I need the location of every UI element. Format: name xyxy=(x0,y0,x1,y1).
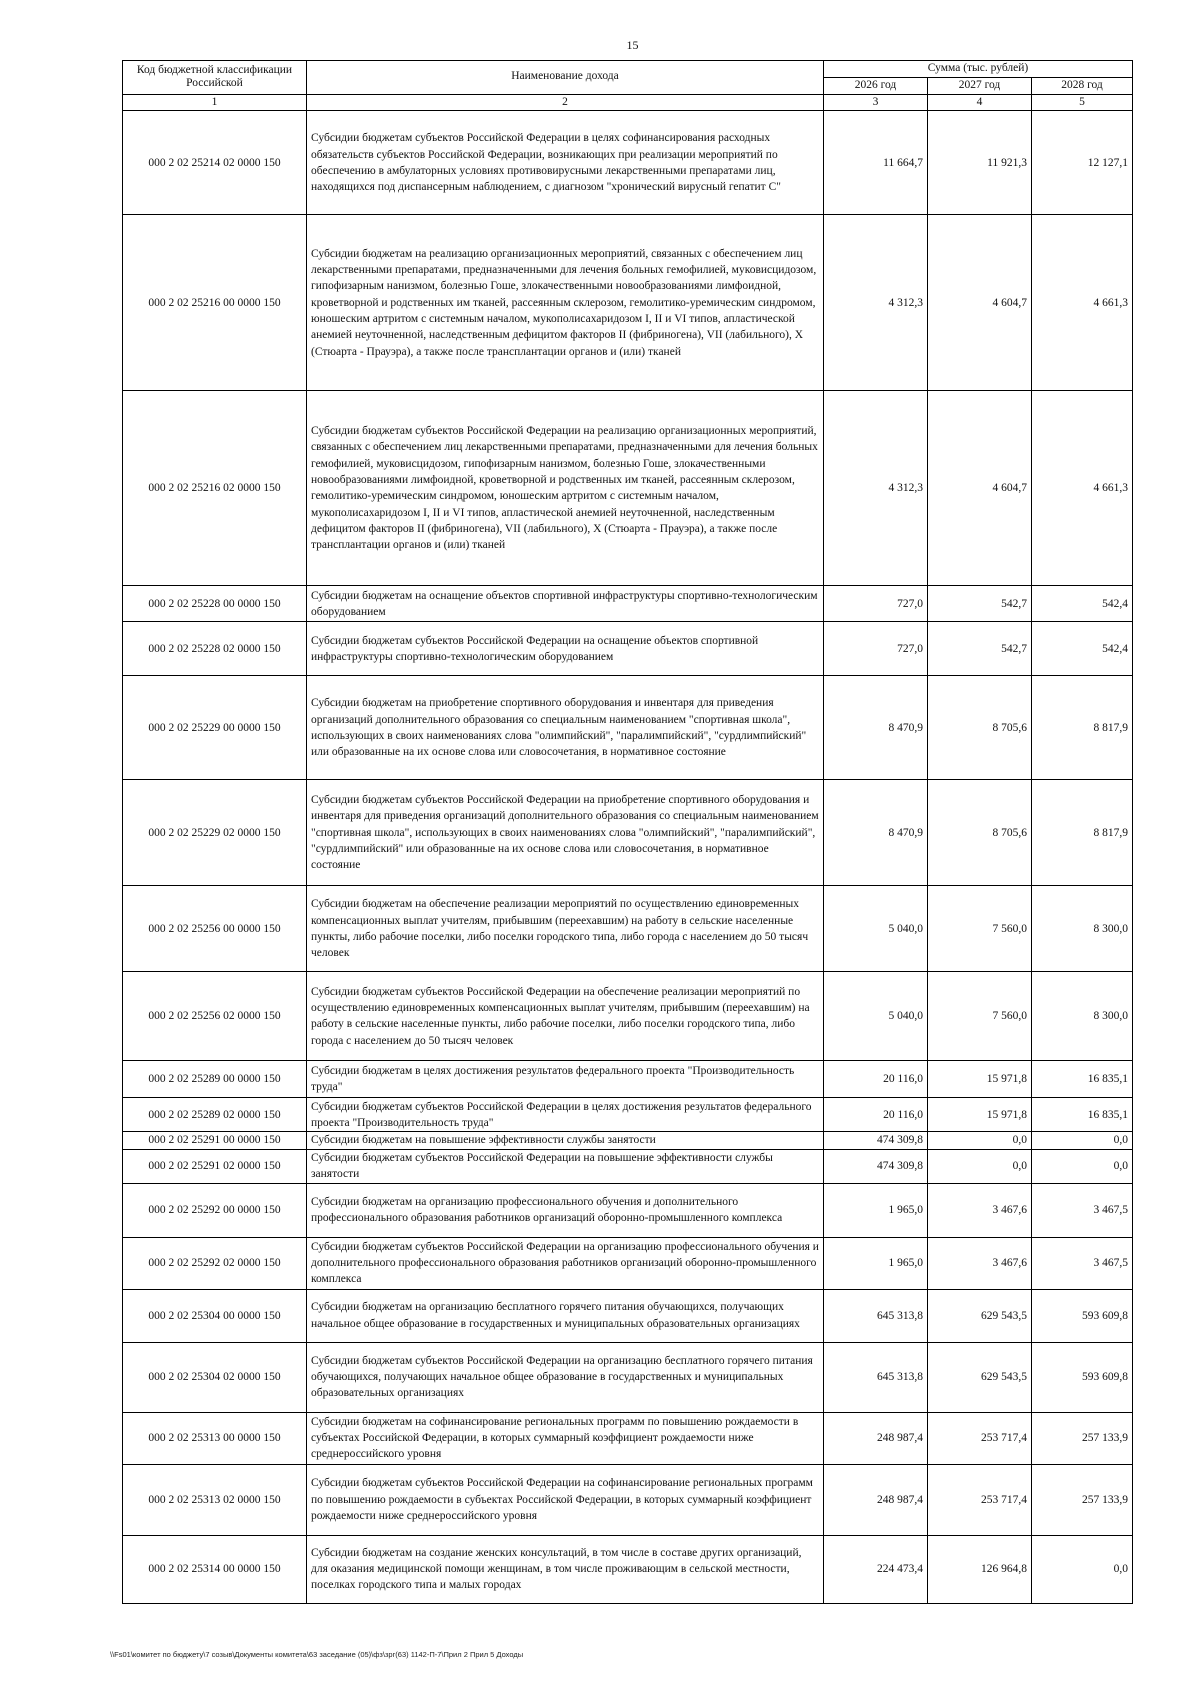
row-value-2026: 5 040,0 xyxy=(824,886,928,972)
col-number-2: 2 xyxy=(307,94,824,111)
row-name: Субсидии бюджетам субъектов Российской Федерации в целях софинансирования расходных обязательств субъектов Российской Федерации, возникающих при реализации мероприятий по обеспечению в амбулаторных условиях противовирусными лекарственными препаратами лиц, находящихся под диспансерным наблюдением, с диагнозом "хронический вирусный гепатит С" xyxy=(307,111,824,215)
row-code: 000 2 02 25229 02 0000 150 xyxy=(123,780,307,886)
row-name: Субсидии бюджетам на организацию профессионального обучения и дополнительного профессионального образования работников организаций оборонно-промышленного комплекса xyxy=(307,1183,824,1237)
row-code: 000 2 02 25216 00 0000 150 xyxy=(123,215,307,391)
row-name: Субсидии бюджетам субъектов Российской Федерации в целях достижения результатов федерального проекта "Производительность труда" xyxy=(307,1098,824,1132)
row-code: 000 2 02 25314 00 0000 150 xyxy=(123,1535,307,1603)
row-value-2027: 15 971,8 xyxy=(928,1061,1032,1098)
row-value-2026: 8 470,9 xyxy=(824,676,928,780)
row-value-2026: 1 965,0 xyxy=(824,1183,928,1237)
row-value-2028: 4 661,3 xyxy=(1032,391,1133,586)
row-value-2027: 3 467,6 xyxy=(928,1237,1032,1289)
row-name: Субсидии бюджетам субъектов Российской Федерации на приобретение спортивного оборудования и инвентаря для приведения организаций дополнительного образования со специальным наименованием "спортивная школа", использующих в своих наименованиях слова "олимпийский", "паралимпийский", "сурдлимпийский" или образованные на их основе слова или словосочетания, в нормативное состояние xyxy=(307,780,824,886)
row-value-2027: 629 543,5 xyxy=(928,1342,1032,1412)
header-year-2028: 2028 год xyxy=(1032,77,1133,94)
row-value-2028: 0,0 xyxy=(1032,1149,1133,1183)
row-value-2026: 474 309,8 xyxy=(824,1132,928,1149)
row-name: Субсидии бюджетам субъектов Российской Федерации на оснащение объектов спортивной инфраструктуры спортивно-технологическим оборудованием xyxy=(307,622,824,676)
page-number: 15 xyxy=(626,38,639,52)
row-value-2027: 3 467,6 xyxy=(928,1183,1032,1237)
row-code: 000 2 02 25216 02 0000 150 xyxy=(123,391,307,586)
row-value-2027: 629 543,5 xyxy=(928,1289,1032,1342)
row-value-2026: 727,0 xyxy=(824,622,928,676)
row-code: 000 2 02 25292 02 0000 150 xyxy=(123,1237,307,1289)
row-name: Субсидии бюджетам на организацию бесплатного горячего питания обучающихся, получающих начальное общее образование в государственных и муниципальных образовательных организациях xyxy=(307,1289,824,1342)
row-value-2028: 0,0 xyxy=(1032,1132,1133,1149)
table-row xyxy=(123,1132,1133,1149)
table-row xyxy=(123,391,1133,586)
row-code: 000 2 02 25313 00 0000 150 xyxy=(123,1412,307,1464)
table-row xyxy=(123,1149,1133,1183)
row-code: 000 2 02 25256 02 0000 150 xyxy=(123,972,307,1061)
row-value-2027: 4 604,7 xyxy=(928,391,1032,586)
row-value-2028: 3 467,5 xyxy=(1032,1183,1133,1237)
col-number-4: 4 xyxy=(928,94,1032,111)
row-name: Субсидии бюджетам субъектов Российской Федерации на организацию бесплатного горячего питания обучающихся, получающих начальное общее образование в государственных и муниципальных образовательных организациях xyxy=(307,1342,824,1412)
table-row xyxy=(123,1535,1133,1603)
row-value-2028: 542,4 xyxy=(1032,622,1133,676)
row-name: Субсидии бюджетам на создание женских консультаций, в том числе в составе других организаций, для оказания медицинской помощи женщинам, в том числе проживающим в сельской местности, поселках городского типа и малых городах xyxy=(307,1535,824,1603)
row-value-2027: 8 705,6 xyxy=(928,676,1032,780)
row-value-2028: 16 835,1 xyxy=(1032,1098,1133,1132)
row-value-2028: 12 127,1 xyxy=(1032,111,1133,215)
row-value-2028: 8 817,9 xyxy=(1032,676,1133,780)
row-value-2027: 126 964,8 xyxy=(928,1535,1032,1603)
table-row xyxy=(123,1183,1133,1237)
table-row xyxy=(123,1098,1133,1132)
table-row xyxy=(123,676,1133,780)
row-value-2027: 253 717,4 xyxy=(928,1412,1032,1464)
row-value-2027: 253 717,4 xyxy=(928,1464,1032,1535)
row-value-2027: 4 604,7 xyxy=(928,215,1032,391)
row-value-2026: 4 312,3 xyxy=(824,215,928,391)
row-value-2026: 224 473,4 xyxy=(824,1535,928,1603)
row-name: Субсидии бюджетам на повышение эффективности службы занятости xyxy=(307,1132,824,1149)
row-value-2026: 5 040,0 xyxy=(824,972,928,1061)
row-value-2026: 11 664,7 xyxy=(824,111,928,215)
table-row xyxy=(123,780,1133,886)
col-number-1: 1 xyxy=(123,94,307,111)
table-row xyxy=(123,622,1133,676)
row-value-2026: 727,0 xyxy=(824,586,928,622)
row-name: Субсидии бюджетам в целях достижения результатов федерального проекта "Производительность труда" xyxy=(307,1061,824,1098)
row-name: Субсидии бюджетам на оснащение объектов спортивной инфраструктуры спортивно-технологическим оборудованием xyxy=(307,586,824,622)
table-row xyxy=(123,1289,1133,1342)
header-name: Наименование доходa xyxy=(307,61,824,95)
table-row xyxy=(123,1237,1133,1289)
row-value-2027: 7 560,0 xyxy=(928,886,1032,972)
row-value-2026: 474 309,8 xyxy=(824,1149,928,1183)
row-value-2026: 20 116,0 xyxy=(824,1098,928,1132)
row-value-2028: 16 835,1 xyxy=(1032,1061,1133,1098)
col-number-3: 3 xyxy=(824,94,928,111)
row-value-2026: 4 312,3 xyxy=(824,391,928,586)
row-name: Субсидии бюджетам субъектов Российской Федерации на повышение эффективности службы занятости xyxy=(307,1149,824,1183)
header-year-2027: 2027 год xyxy=(928,77,1032,94)
header-row-top xyxy=(123,61,1133,78)
row-code: 000 2 02 25313 02 0000 150 xyxy=(123,1464,307,1535)
row-code: 000 2 02 25214 02 0000 150 xyxy=(123,111,307,215)
table-row xyxy=(123,972,1133,1061)
row-value-2028: 4 661,3 xyxy=(1032,215,1133,391)
row-value-2027: 15 971,8 xyxy=(928,1098,1032,1132)
header-code: Код бюджетной классификации Российской xyxy=(123,61,307,95)
row-value-2028: 8 300,0 xyxy=(1032,886,1133,972)
row-code: 000 2 02 25289 02 0000 150 xyxy=(123,1098,307,1132)
row-name: Субсидии бюджетам на приобретение спортивного оборудования и инвентаря для приведения организаций дополнительного образования со специальным наименованием "спортивная школа", использующих в своих наименованиях слова "олимпийский", "паралимпийский", "сурдлимпийский" или образованные на их основе слова или словосочетания, в нормативное состояние xyxy=(307,676,824,780)
table-row xyxy=(123,1342,1133,1412)
row-name: Субсидии бюджетам субъектов Российской Федерации на организацию профессионального обучения и дополнительного профессионального образования работников организаций оборонно-промышленного комплекса xyxy=(307,1237,824,1289)
row-value-2028: 8 817,9 xyxy=(1032,780,1133,886)
row-value-2027: 8 705,6 xyxy=(928,780,1032,886)
table-row xyxy=(123,586,1133,622)
table-row xyxy=(123,886,1133,972)
row-value-2026: 8 470,9 xyxy=(824,780,928,886)
row-value-2028: 257 133,9 xyxy=(1032,1464,1133,1535)
row-value-2028: 542,4 xyxy=(1032,586,1133,622)
table-row xyxy=(123,1464,1133,1535)
row-name: Субсидии бюджетам на софинансирование региональных программ по повышению рождаемости в субъектах Российской Федерации, в которых суммарный коэффициент рождаемости ниже среднероссийского уровня xyxy=(307,1412,824,1464)
row-code: 000 2 02 25256 00 0000 150 xyxy=(123,886,307,972)
row-value-2027: 11 921,3 xyxy=(928,111,1032,215)
row-value-2028: 8 300,0 xyxy=(1032,972,1133,1061)
row-value-2027: 542,7 xyxy=(928,586,1032,622)
header-sum: Сумма (тыс. рублей) xyxy=(824,61,1133,78)
row-code: 000 2 02 25289 00 0000 150 xyxy=(123,1061,307,1098)
budget-table xyxy=(122,60,1133,1604)
row-code: 000 2 02 25304 00 0000 150 xyxy=(123,1289,307,1342)
row-code: 000 2 02 25304 02 0000 150 xyxy=(123,1342,307,1412)
row-value-2027: 0,0 xyxy=(928,1149,1032,1183)
row-value-2026: 645 313,8 xyxy=(824,1342,928,1412)
table-row xyxy=(123,111,1133,215)
row-name: Субсидии бюджетам субъектов Российской Федерации на реализацию организационных мероприятий, связанных с обеспечением лиц лекарственными препаратами, предназначенными для лечения больных гемофилией, муковисцидозом, гипофизарным нанизмом, болезнью Гоше, злокачественными новообразованиями лимфоидной, кроветворной и родственных им тканей, рассеянным склерозом, гемолитико-уремическим синдромом, юношеским артритом с системным началом, мукополисахаридозом I, II и VI типов, апластической анемией неуточненной, наследственным дефицитом факторов II (фибриногена), VII (лабильного), X (Стюарта - Прауэра), а также после трансплантации органов и (или) тканей xyxy=(307,391,824,586)
row-value-2028: 3 467,5 xyxy=(1032,1237,1133,1289)
row-name: Субсидии бюджетам субъектов Российской Федерации на софинансирование региональных программ по повышению рождаемости в субъектах Российской Федерации, в которых суммарный коэффициент рождаемости ниже среднероссийского уровня xyxy=(307,1464,824,1535)
row-value-2026: 1 965,0 xyxy=(824,1237,928,1289)
header-row-numbers xyxy=(123,94,1133,111)
row-code: 000 2 02 25228 02 0000 150 xyxy=(123,622,307,676)
row-value-2027: 542,7 xyxy=(928,622,1032,676)
row-value-2026: 248 987,4 xyxy=(824,1412,928,1464)
row-value-2026: 248 987,4 xyxy=(824,1464,928,1535)
row-value-2028: 593 609,8 xyxy=(1032,1342,1133,1412)
row-value-2028: 257 133,9 xyxy=(1032,1412,1133,1464)
header-year-2026: 2026 год xyxy=(824,77,928,94)
row-value-2028: 593 609,8 xyxy=(1032,1289,1133,1342)
table-row xyxy=(123,215,1133,391)
table-row xyxy=(123,1061,1133,1098)
row-value-2026: 645 313,8 xyxy=(824,1289,928,1342)
table-row xyxy=(123,1412,1133,1464)
row-code: 000 2 02 25291 02 0000 150 xyxy=(123,1149,307,1183)
row-name: Субсидии бюджетам на обеспечение реализации мероприятий по осуществлению единовременных компенсационных выплат учителям, прибывшим (переехавшим) на работу в сельские населенные пункты, либо рабочие поселки, либо поселки городского типа, либо города с населением до 50 тысяч человек xyxy=(307,886,824,972)
row-value-2027: 0,0 xyxy=(928,1132,1032,1149)
col-number-5: 5 xyxy=(1032,94,1133,111)
row-code: 000 2 02 25291 00 0000 150 xyxy=(123,1132,307,1149)
row-code: 000 2 02 25229 00 0000 150 xyxy=(123,676,307,780)
row-name: Субсидии бюджетам субъектов Российской Федерации на обеспечение реализации мероприятий по осуществлению единовременных компенсационных выплат учителям, прибывшим (переехавшим) на работу в сельские населенные пункты, либо рабочие поселки, либо поселки городского типа, либо города с населением до 50 тысяч человек xyxy=(307,972,824,1061)
row-code: 000 2 02 25228 00 0000 150 xyxy=(123,586,307,622)
row-value-2027: 7 560,0 xyxy=(928,972,1032,1061)
row-name: Субсидии бюджетам на реализацию организационных мероприятий, связанных с обеспечением лиц лекарственными препаратами, предназначенными для лечения больных гемофилией, муковисцидозом, гипофизарным нанизмом, болезнью Гоше, злокачественными новообразованиями лимфоидной, кроветворной и родственных им тканей, рассеянным склерозом, гемолитико-уремическим синдромом, юношеским артритом с системным началом, мукополисахаридозом I, II и VI типов, апластической анемией неуточненной, наследственным дефицитом факторов II (фибриногена), VII (лабильного), X (Стюарта - Прауэра), а также после трансплантации органов и (или) тканей xyxy=(307,215,824,391)
footer-file-path: \\Fs01\комитет по бюджету\7 созыв\Документы комитета\63 заседание (05)\фз\зрг(63) 1142-П-7\Прил 2 Прил 5 Доходы xyxy=(110,1650,524,1659)
row-value-2028: 0,0 xyxy=(1032,1535,1133,1603)
row-value-2026: 20 116,0 xyxy=(824,1061,928,1098)
row-code: 000 2 02 25292 00 0000 150 xyxy=(123,1183,307,1237)
